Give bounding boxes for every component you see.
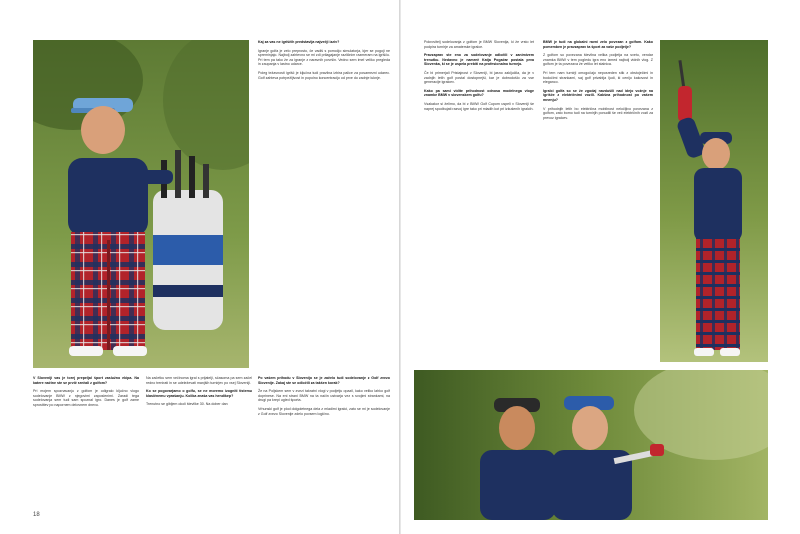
two-golfers-illustration [414, 370, 768, 520]
page-number: 18 [33, 512, 40, 518]
paragraph: Če bi primerjali Pristajnost v Sloveniji, bi jasno zaključila, da je v zadnjih letih golf postal dostopnejši, kar je dobrodošlo za vse generacije igralcev. [424, 70, 534, 85]
question: Igralci golfa so se že zgodaj navdušili nad idejo vožnje na igrišče z električnimi vozili. Kakšna prihodnost po vašem mnenju? [543, 88, 653, 102]
article-column-3 [543, 40, 653, 360]
photo-golfer-with-bag [33, 40, 249, 368]
golfer-with-bag-illustration [33, 40, 249, 368]
article-column-6 [258, 376, 390, 506]
paragraph: Trenutno se gibljem okoli številke 30. Na dober dan [146, 402, 228, 407]
article-column-2 [424, 40, 534, 360]
photo-two-golfers [414, 370, 768, 520]
paragraph: Pokrovitelj sodelovanja z golfom je BMW Slovenija, ki že vrsto let podpira turnirje za amaterske igralce. [424, 40, 534, 49]
article-column-5 [146, 376, 252, 506]
question: V Sloveniji vas je torej prepeljal šport zaslužno ekipa. Na katere načine ste se prvič srečali z golfom? [33, 376, 139, 385]
paragraph: Vsakakor si želimo, da bi z BMW Golf Cupom uspeli v Sloveniji še naprej spodbujati razvoj igre tako pri mladih kot pri izkušenih igralcih. [424, 101, 534, 111]
question: Ko se pogovarjamo o golfu, se ne moremo izogniti tistemu klasičnemu vprašanju. Kolika znaša vas hendikep? [146, 389, 252, 398]
paragraph: Pri mojem spoznavanju z golfom je odigralo ključno vlogo sodelovanje BMW z njegovimi zaposlenimi. Zaradi tega sodelovanja sem tudi sam spoznal igro. Danes je golf zame sprostitev po napornem delovnem dnevu. [33, 389, 139, 407]
article-column-1 [258, 40, 390, 370]
article-column-4 [33, 376, 139, 506]
page-gutter [399, 0, 401, 534]
question: BMW je tudi na globalni ravni zelo povezan z golfom. Kako pomemben je pravzaprav ta šport za vaše podjetje? [543, 40, 653, 49]
paragraph: Na začetku sem večinoma igral s prijatelji, sčasoma pa sem začel redno trenirati in se udeleževati manjših turnirjev po vsej Sloveniji. [146, 376, 252, 385]
paragraph: Že na Poljskem sem v zvezi takratni vlogi v podjetju opazil, kako veliko lahko golf doprinese. Na eni strani BMW na ta način ustvarja vez s svojimi strankami, na drugi pa krepi ugled športa. [258, 389, 390, 403]
photo-golfer-pointing [660, 40, 768, 362]
paragraph: Pri tem nam turnirji omogočajo neposreden stik z obstoječimi in bodočimi strankami, saj golf privablja ljudi, ki cenijo kakovost in eleganco. [543, 70, 653, 85]
paragraph: Igranje golfa je zelo preprosto, če vadiš s pomočjo simulatorja, kjer se pogoji ne spreminjajo. Najbolj zahtevno se mi zdi prilagajanje različnim razmeram na igrišču. Pri tem pa tako že za igranje z naravnih površin. Vedno sem imel veliko pregleda in zaupanja v lastno udarce. [258, 48, 390, 67]
question: Kaj za vas ne igriščih predstavlja največji izziv? [258, 40, 340, 44]
paragraph: Vrhunski golf je plod dolgoletnega dela z mladimi igralci, zato se mi je sodelovanje z Golf zvezo Slovenije zdelo povsem logično. [258, 406, 390, 416]
paragraph: V prihodnjih letih bo električna mobilnost neločljivo povezana z golfom, zato bomo tudi na turnirjih ponudili še več električnih vozil za prevoz igralcev. [543, 106, 653, 120]
question: Po vašem prihodu v Slovenijo se je začelo tudi sodelovanje z Golf zvezo Slovenije. Zakaj ste se odločili za takšen korak? [258, 376, 390, 385]
question: Kako pa sami vidite prihodnost odnosa modelnega vloge znamke BMW v slovenskem golfu? [424, 88, 534, 98]
question: Pravzaprav ste eno za sodelovanje odločili v zanimivem trenutku. Nedavno je namreč Katja Pogačar postala prva Slovenka, ki se je uspela prebiti na profesionalno turnejo. [424, 53, 534, 67]
paragraph: Z golfom so povezana številna velika podjetja na svetu, vendar znamka BMW v tem pogledu igra eno izmed najbolj vidnih vlog. Z golfom je ta povezava že veliko let stalnica. [543, 53, 653, 67]
golfer-pointing-illustration [660, 40, 768, 362]
paragraph: Poleg težavnosti igrišč je ključna tudi pravilna izbira palice za posamezni udarec. Golf zahteva potrpežljivost in popolno koncentracijo od prve do zadnje luknje. [258, 70, 390, 80]
